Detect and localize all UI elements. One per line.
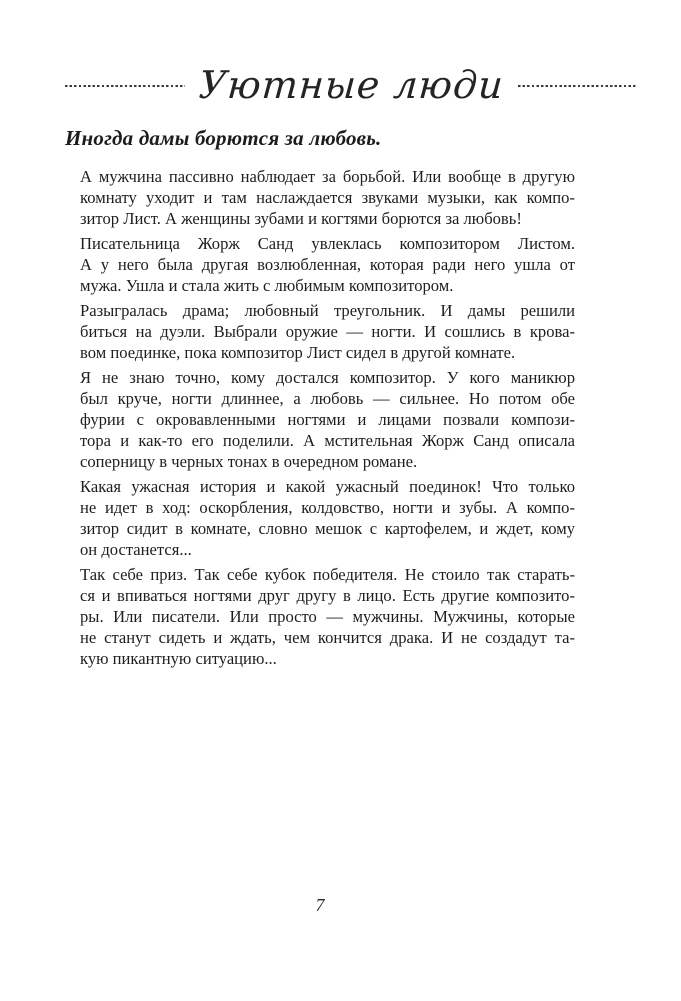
paragraph-line: биться на дуэли. Выбрали оружие — ногти. И сошлись в крова- [80, 322, 575, 341]
page-number: 7 [315, 895, 325, 915]
paragraph-line: не станут сидеть и ждать, чем кончится драка. И не создадут та- [80, 628, 575, 647]
paragraph-line: тора и как-то его поделили. А мстительная Жорж Санд описала [80, 431, 575, 450]
body-paragraphs [80, 166, 575, 673]
paragraph-line: был круче, ногти длиннее, а любовь — сильнее. Но потом обе [80, 389, 575, 408]
section-subtitle: Иногда дамы борются за любовь. [65, 126, 382, 150]
paragraph-line: комнату уходит и там наслаждается звуками музыки, как компо- [80, 188, 575, 207]
running-header [65, 52, 575, 118]
paragraph [80, 233, 575, 296]
ornament-dashed-rule-right [518, 85, 636, 87]
paragraph-line: кую пикантную ситуацию... [80, 649, 277, 668]
paragraph-line: мужа. Ушла и стала жить с любимым композитором. [80, 276, 454, 295]
running-title: Уютные люди [197, 63, 506, 107]
paragraph-line: зитор сидит в комнате, словно мешок с картофелем, и ждет, кому [80, 519, 575, 538]
paragraph [80, 300, 575, 363]
paragraph-line: зитор Лист. А женщины зубами и когтями борются за любовь! [80, 209, 522, 228]
paragraph-line: он достанется... [80, 540, 192, 559]
paragraph-line: А у него была другая возлюбленная, которая ради него ушла от [80, 255, 575, 274]
paragraph-line: Писательница Жорж Санд увлеклась композитором Листом. [80, 234, 575, 253]
paragraph-line: А мужчина пассивно наблюдает за борьбой. Или вообще в другую [80, 167, 575, 186]
paragraph [80, 367, 575, 472]
paragraph-line: фурии с окровавленными ногтями и лицами позвали компози- [80, 410, 575, 429]
paragraph-line: Так себе приз. Так себе кубок победителя. Не стоило так старать- [80, 565, 575, 584]
paragraph-line: Разыгралась драма; любовный треугольник. И дамы решили [80, 301, 575, 320]
paragraph [80, 166, 575, 229]
paragraph [80, 564, 575, 669]
paragraph-line: Я не знаю точно, кому достался композитор. У кого маникюр [80, 368, 575, 387]
paragraph-line: ры. Или писатели. Или просто — мужчины. Мужчины, которые [80, 607, 575, 626]
paragraph-line: Какая ужасная история и какой ужасный поединок! Что только [80, 477, 575, 496]
paragraph-line: не идет в ход: оскорбления, колдовство, ногти и зубы. А компо- [80, 498, 575, 517]
ornament-dashed-rule-left [65, 85, 185, 87]
paragraph [80, 476, 575, 560]
paragraph-line: вом поединке, пока композитор Лист сидел в другой комнате. [80, 343, 516, 362]
paragraph-line: соперницу в черных тонах в очередном романе. [80, 452, 418, 471]
paragraph-line: ся и впиваться ногтями друг другу в лицо. Есть другие композито- [80, 586, 575, 605]
